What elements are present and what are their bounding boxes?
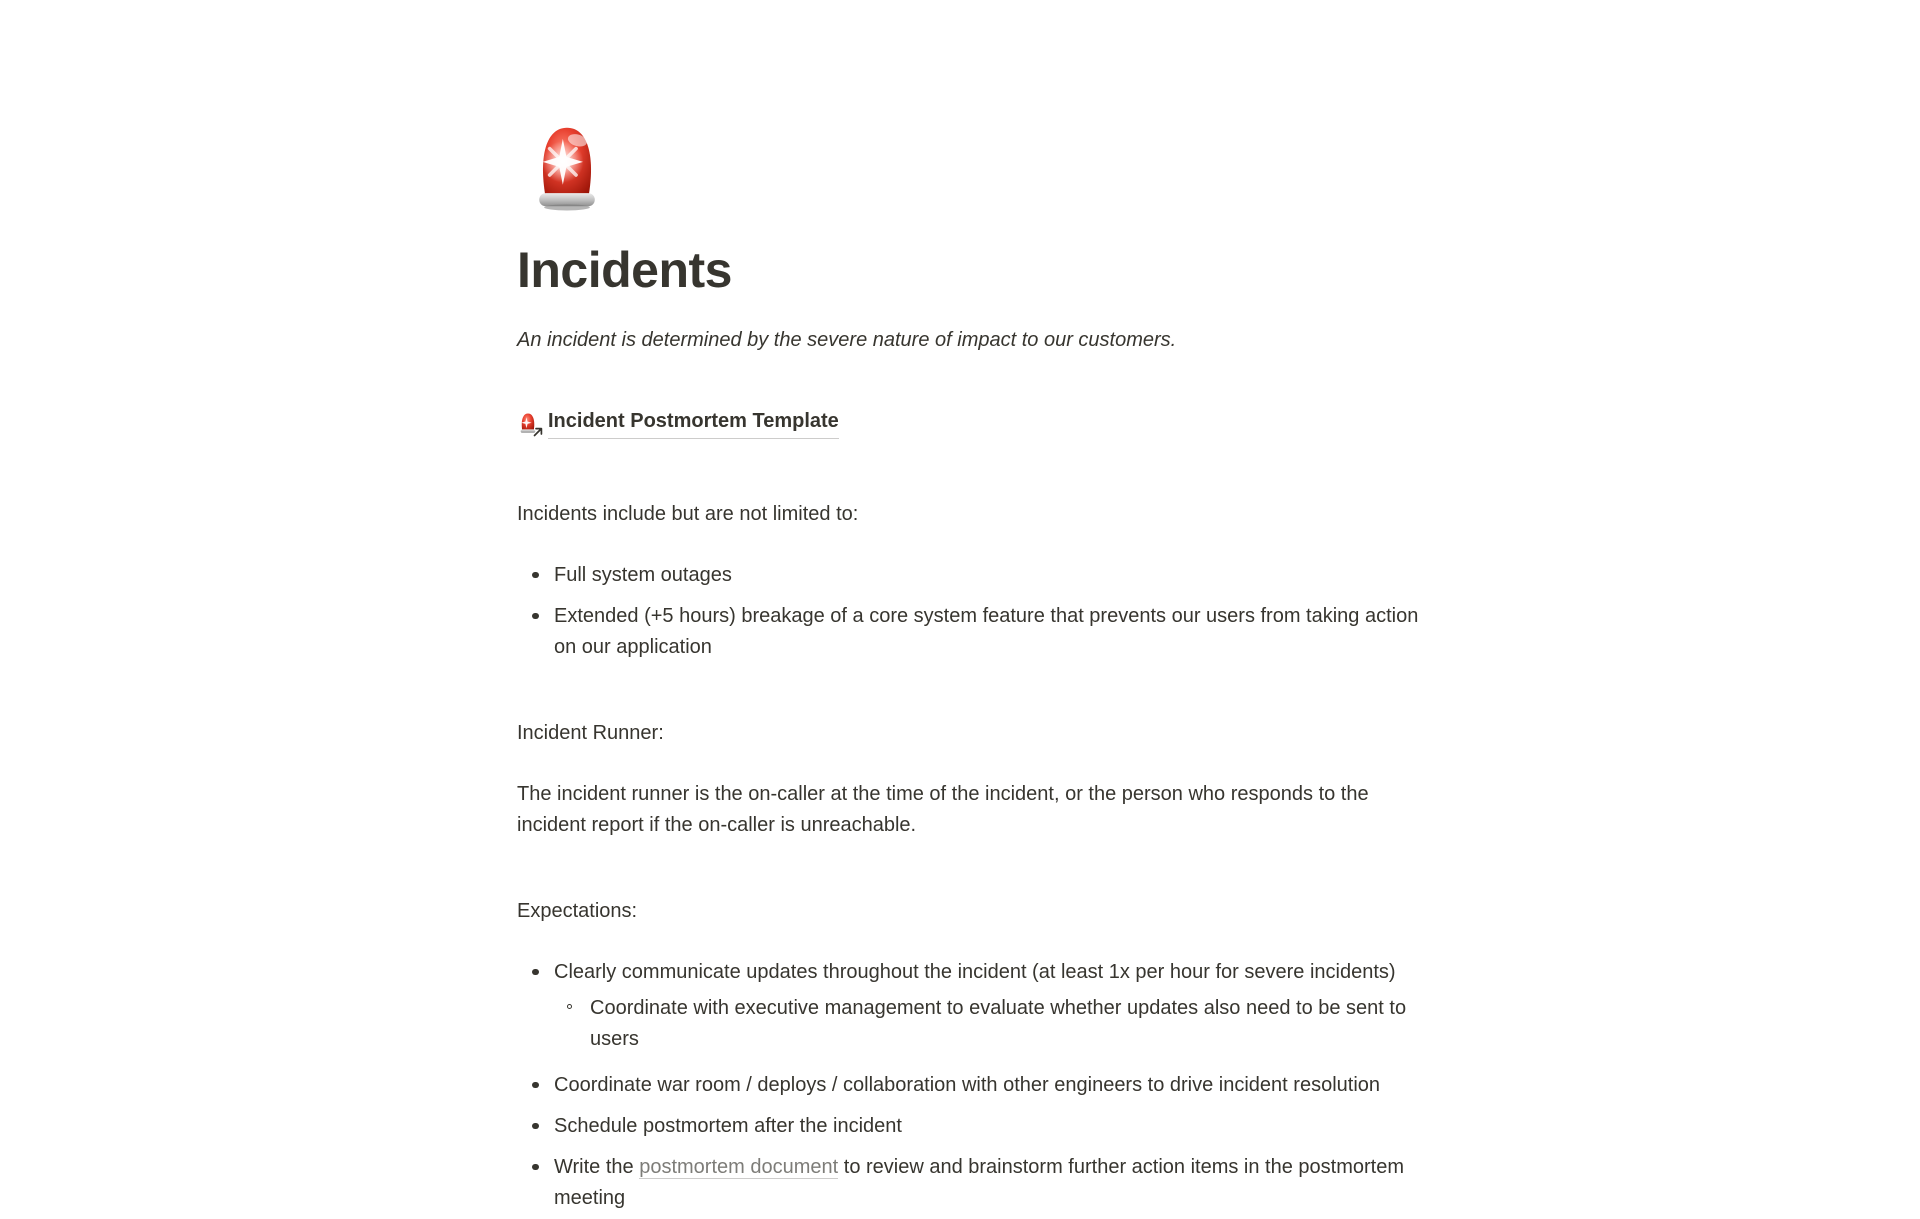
page-title: Incidents bbox=[517, 242, 732, 298]
list-item-text: Coordinate war room / deploys / collaboration with other engineers to drive incident resolution bbox=[554, 1073, 1381, 1096]
expectations-sub-list bbox=[554, 988, 1422, 1060]
sub-list-item-text: Coordinate with executive management to evaluate whether updates also need to be sent to users bbox=[590, 996, 1407, 1050]
list-item-text-prefix: Write the bbox=[554, 1155, 640, 1178]
bullet-icon bbox=[532, 572, 539, 579]
bullet-icon bbox=[532, 969, 539, 976]
bullet-icon bbox=[532, 1123, 539, 1130]
includes-intro: Incidents include but are not limited to: bbox=[517, 502, 859, 525]
bullet-icon bbox=[532, 613, 539, 620]
incident-postmortem-template-link[interactable] bbox=[517, 406, 839, 439]
template-link-row bbox=[517, 401, 1422, 449]
list-item-text: Full system outages bbox=[554, 563, 732, 586]
list-item-text: Schedule postmortem after the incident bbox=[554, 1114, 902, 1137]
notion-page bbox=[517, 0, 1422, 1219]
list-item bbox=[517, 555, 1422, 596]
template-link-label: Incident Postmortem Template bbox=[548, 406, 839, 439]
expectations-heading: Expectations: bbox=[517, 899, 638, 922]
open-page-arrow-icon bbox=[532, 426, 544, 438]
list-item bbox=[517, 1065, 1422, 1106]
rotating-light-icon bbox=[517, 116, 617, 216]
list-item bbox=[517, 952, 1422, 1065]
list-item bbox=[517, 1147, 1422, 1219]
postmortem-document-link[interactable]: postmortem document bbox=[639, 1155, 839, 1178]
list-item bbox=[517, 1106, 1422, 1147]
bullet-icon bbox=[532, 1164, 539, 1171]
hollow-bullet-icon bbox=[567, 1004, 572, 1009]
list-item-text-suffix: to review and brainstorm further action items in the postmortem meeting bbox=[554, 1155, 1404, 1209]
list-item-text: Extended (+5 hours) breakage of a core system feature that prevents our users from taking action on our application bbox=[554, 604, 1419, 658]
page-subtitle: An incident is determined by the severe nature of impact to our customers. bbox=[517, 329, 1177, 351]
expectations-list bbox=[517, 952, 1422, 1219]
sub-list-item bbox=[554, 988, 1422, 1060]
runner-body: The incident runner is the on-caller at the time of the incident, or the person who responds to the incident report if the on-caller is unreachable. bbox=[517, 782, 1369, 836]
includes-list bbox=[517, 555, 1422, 668]
list-item-text: Clearly communicate updates throughout the incident (at least 1x per hour for severe incidents) bbox=[554, 960, 1396, 983]
rotating-light-page-icon bbox=[517, 412, 539, 434]
runner-heading: Incident Runner: bbox=[517, 721, 664, 744]
page-icon[interactable] bbox=[517, 116, 617, 216]
list-item bbox=[517, 596, 1422, 668]
bullet-icon bbox=[532, 1082, 539, 1089]
